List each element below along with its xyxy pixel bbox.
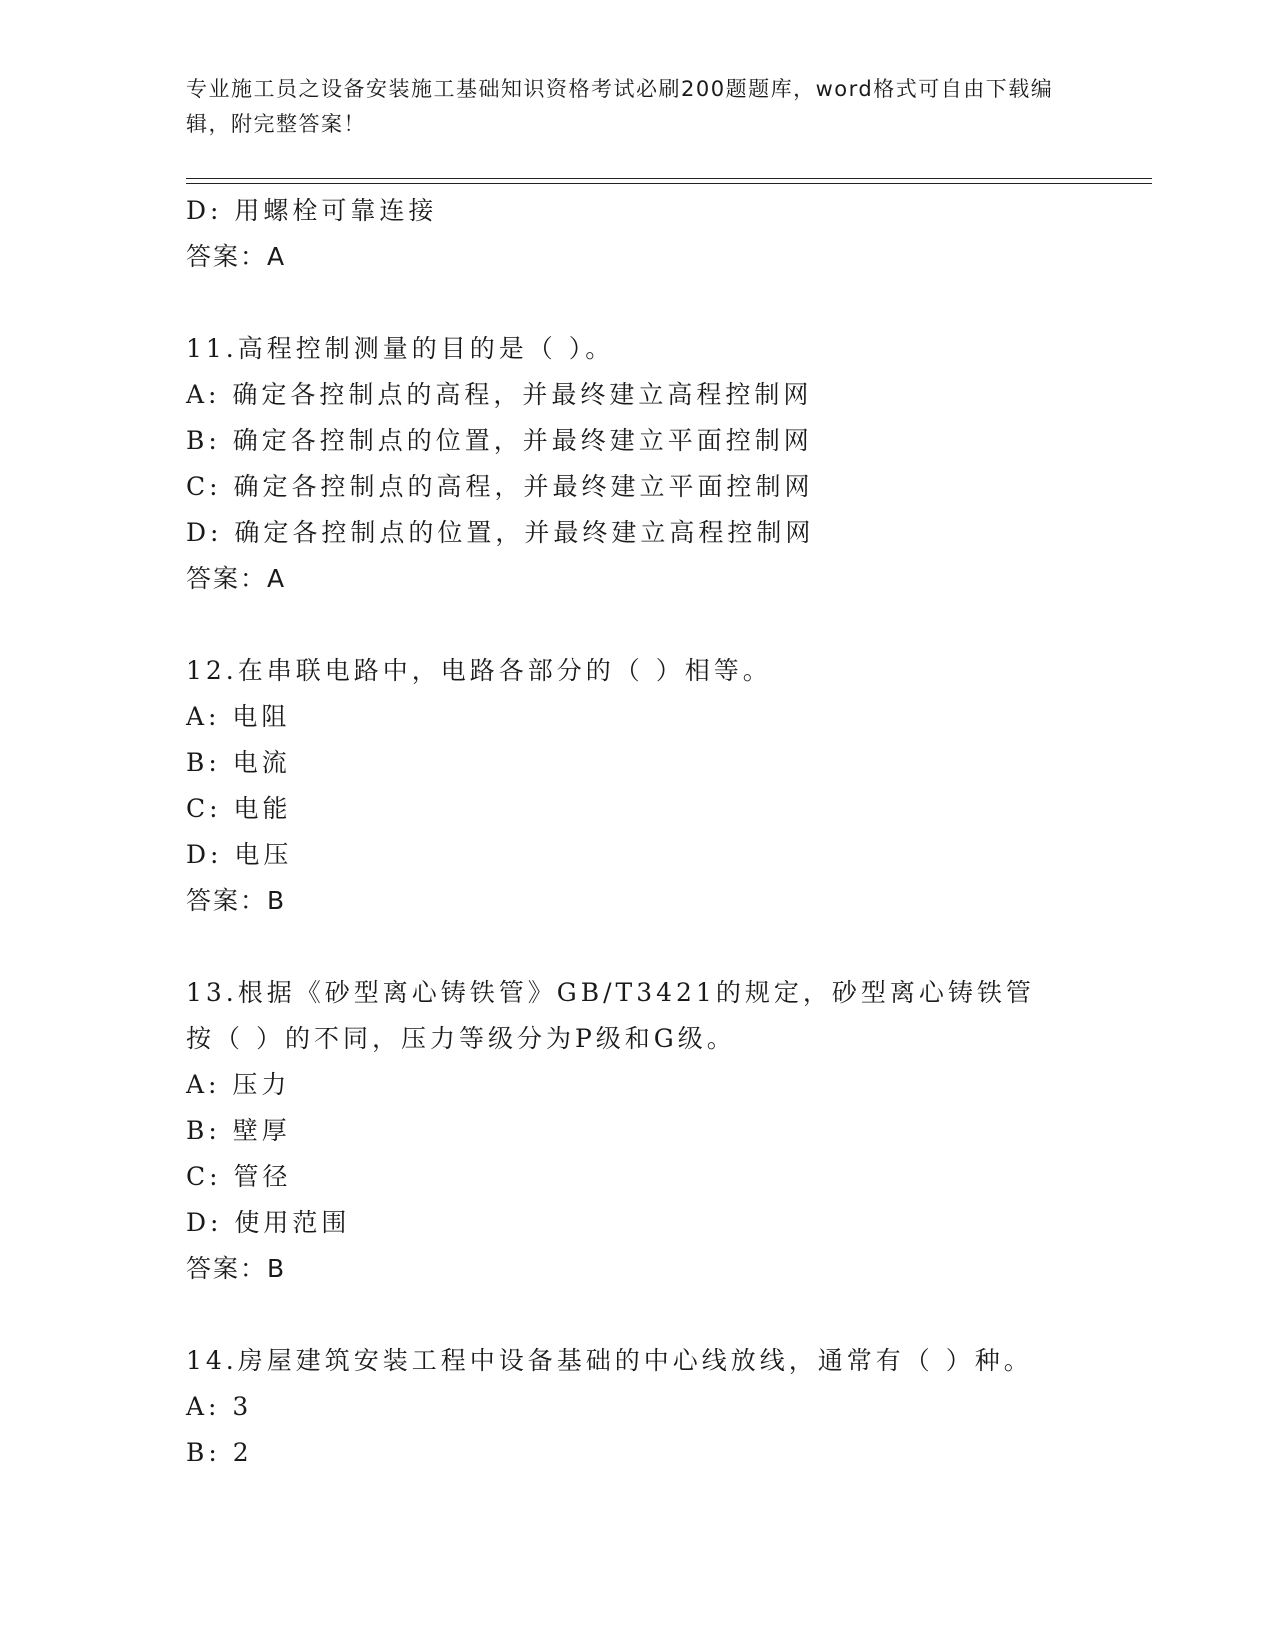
question-stem: 11.高程控制测量的目的是（ ）。 (186, 334, 615, 363)
question-stem: 12.在串联电路中，电路各部分的（ ）相等。 (186, 656, 772, 685)
option-d: D: 确定各控制点的位置，并最终建立高程控制网 (186, 518, 815, 547)
answer: 答案：B (186, 1254, 287, 1283)
prev-option-d: D: 用螺栓可靠连接 (186, 196, 438, 225)
header-divider-bottom (186, 183, 1152, 184)
question-14 (186, 1338, 1146, 1476)
question-stem: 13.根据《砂型离心铸铁管》GB/T3421的规定，砂型离心铸铁管按（ ）的不同，压力等级分为P级和G级。 (186, 978, 1035, 1053)
answer: 答案：A (186, 564, 287, 593)
question-list (186, 188, 1146, 1476)
option-a: A: 电阻 (186, 702, 291, 731)
question-13 (186, 970, 1146, 1292)
option-b: B: 电流 (186, 748, 291, 777)
option-c: C: 管径 (186, 1162, 292, 1191)
option-c: C: 确定各控制点的高程，并最终建立平面控制网 (186, 472, 814, 501)
option-d: D: 使用范围 (186, 1208, 351, 1237)
question-12 (186, 648, 1146, 924)
option-a: A: 压力 (186, 1070, 291, 1099)
option-b: B: 确定各控制点的位置，并最终建立平面控制网 (186, 426, 813, 455)
header-divider-top (186, 178, 1152, 179)
option-c: C: 电能 (186, 794, 292, 823)
option-b: B: 2 (186, 1438, 253, 1467)
answer: 答案：B (186, 886, 287, 915)
option-a: A: 确定各控制点的高程，并最终建立高程控制网 (186, 380, 813, 409)
option-b: B: 壁厚 (186, 1116, 291, 1145)
prev-answer: 答案：A (186, 242, 287, 271)
document-header: 专业施工员之设备安装施工基础知识资格考试必刷200题题库，word格式可自由下载编辑，附完整答案！ (186, 77, 1054, 136)
option-d: D: 电压 (186, 840, 293, 869)
question-11 (186, 326, 1146, 602)
option-a: A: 3 (186, 1392, 253, 1421)
question-stem: 14.房屋建筑安装工程中设备基础的中心线放线，通常有（ ）种。 (186, 1346, 1033, 1375)
